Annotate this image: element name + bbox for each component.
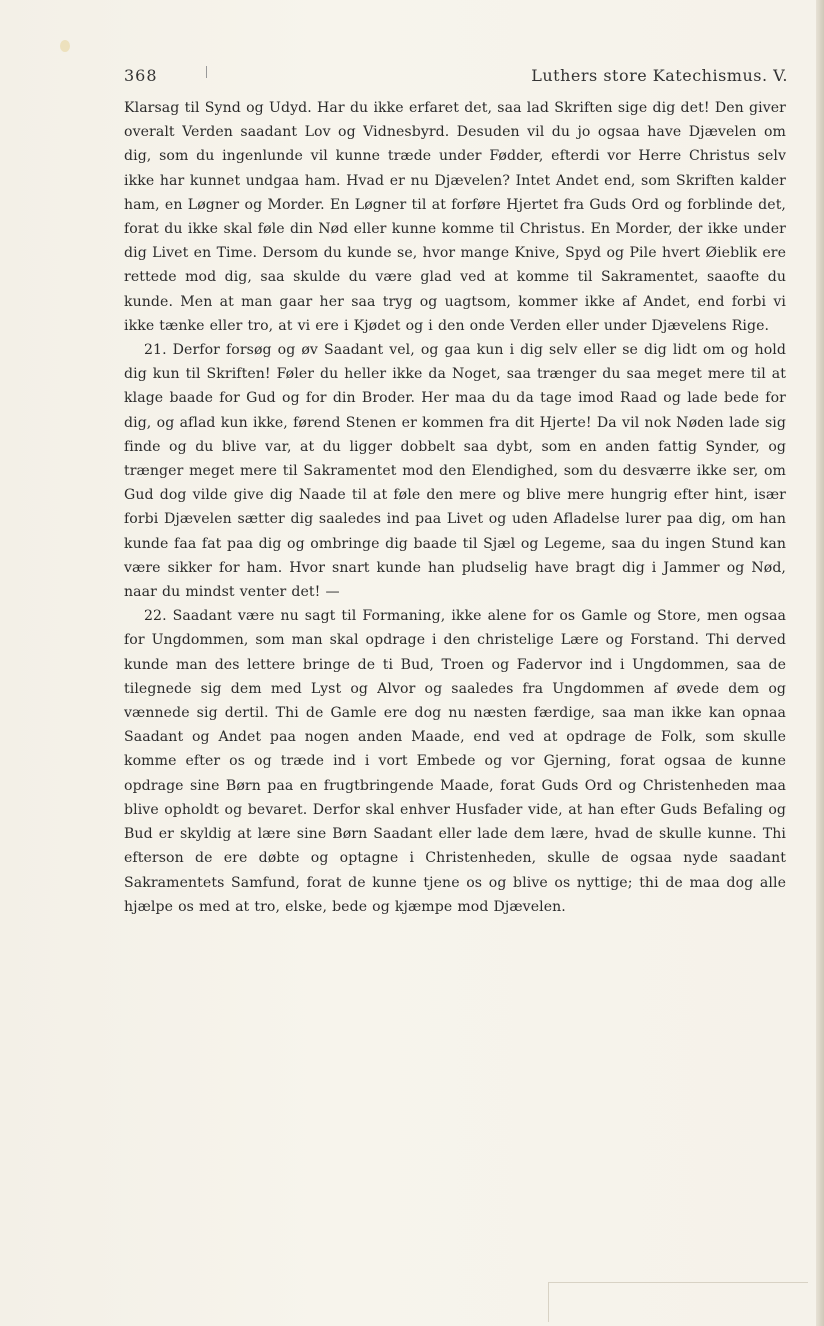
footer-rule-vertical — [548, 1282, 549, 1322]
footer-rule — [548, 1282, 808, 1283]
paper-stain — [60, 40, 70, 52]
page-edge — [816, 0, 824, 1326]
running-head: Luthers store Katechismus. V. — [531, 66, 788, 85]
paragraph: 21. Derfor forsøg og øv Saadant vel, og gaa kun i dig selv eller se dig lidt om og hold dig kun til Skriften! Føler du heller ikke da Noget, saa trænger du saa meget mere til at klage baade for Gud og for din Broder. Her maa du da tage imod Raad og lade bede for dig, og aflad kun ikke, førend Stenen er kommen fra dit Hjerte! Da vil nok Nøden lade sig finde og du blive var, at du ligger dobbelt saa dybt, som en anden fattig Synder, og trænger meget mere til Sakramentet mod den Elendighed, som du desværre ikke ser, om Gud dog vilde give dig Naade til at føle den mere og blive mere hungrig efter hint, især forbi Djævelen sætter dig saaledes ind paa Livet og uden Afladelse lurer paa dig, om han kunde faa fat paa dig og ombringe dig baade til Sjæl og Legeme, saa du ingen Stund kan være sikker for ham. Hvor snart kunde han pludselig have bragt dig i Jammer og Nød, naar du mindst venter det! — — [124, 342, 786, 601]
header-divider — [206, 66, 207, 78]
paragraph: 22. Saadant være nu sagt til Formaning, ikke alene for os Gamle og Store, men ogsaa for Ungdommen, som man skal opdrage i den christelige Lære og Forstand. Thi derved kunde man des lettere bringe de ti Bud, Troen og Fadervor ind i Ungdommen, saa de tilegnede sig dem med Lyst og Alvor og saaledes fra Ungdommen af øvede dem og vænnede sig dertil. Thi de Gamle ere dog nu næsten færdige, saa man ikke kan opnaa Saadant og Andet paa nogen anden Maade, end ved at opdrage de Folk, som skulle komme efter os og træde ind i vort Embede og vor Gjerning, forat ogsaa de kunne opdrage sine Børn paa en frugtbringende Maade, forat Guds Ord og Christenheden maa blive opholdt og bevaret. Derfor skal enhver Husfader vide, at han efter Guds Befaling og Bud er skyldig at lære sine Børn Saadant eller lade dem lære, hvad de skulle kunne. Thi efterson de ere døbte og optagne i Christenheden, skulle de ogsaa nyde saadant Sakramentets Samfund, forat de kunne tjene os og blive os nyttige; thi de maa dog alle hjælpe os med at tro, elske, bede og kjæmpe mod Djævelen. — [124, 608, 786, 915]
page-header — [114, 66, 788, 90]
page-number: 368 — [124, 66, 158, 85]
body-text — [124, 96, 786, 919]
paragraph: Klarsag til Synd og Udyd. Har du ikke erfaret det, saa lad Skriften sige dig det! Den giver overalt Verden saadant Lov og Vidnesbyrd. Desuden vil du jo ogsaa have Djævelen om dig, som du ingenlunde vil kunne træde under Fødder, efterdi vor Herre Christus selv ikke har kunnet undgaa ham. Hvad er nu Djævelen? Intet Andet end, som Skriften kalder ham, en Løgner og Morder. En Løgner til at forføre Hjertet fra Guds Ord og forblinde det, forat du ikke skal føle din Nød eller kunne komme til Christus. En Morder, der ikke under dig Livet en Time. Dersom du kunde se, hvor mange Knive, Spyd og Pile hvert Øieblik ere rettede mod dig, saa skulde du være glad ved at komme til Sakramentet, saaofte du kunde. Men at man gaar her saa tryg og uagtsom, kommer ikke af Andet, end forbi vi ikke tænke eller tro, at vi ere i Kjødet og i den onde Verden eller under Djævelens Rige. — [124, 100, 786, 334]
